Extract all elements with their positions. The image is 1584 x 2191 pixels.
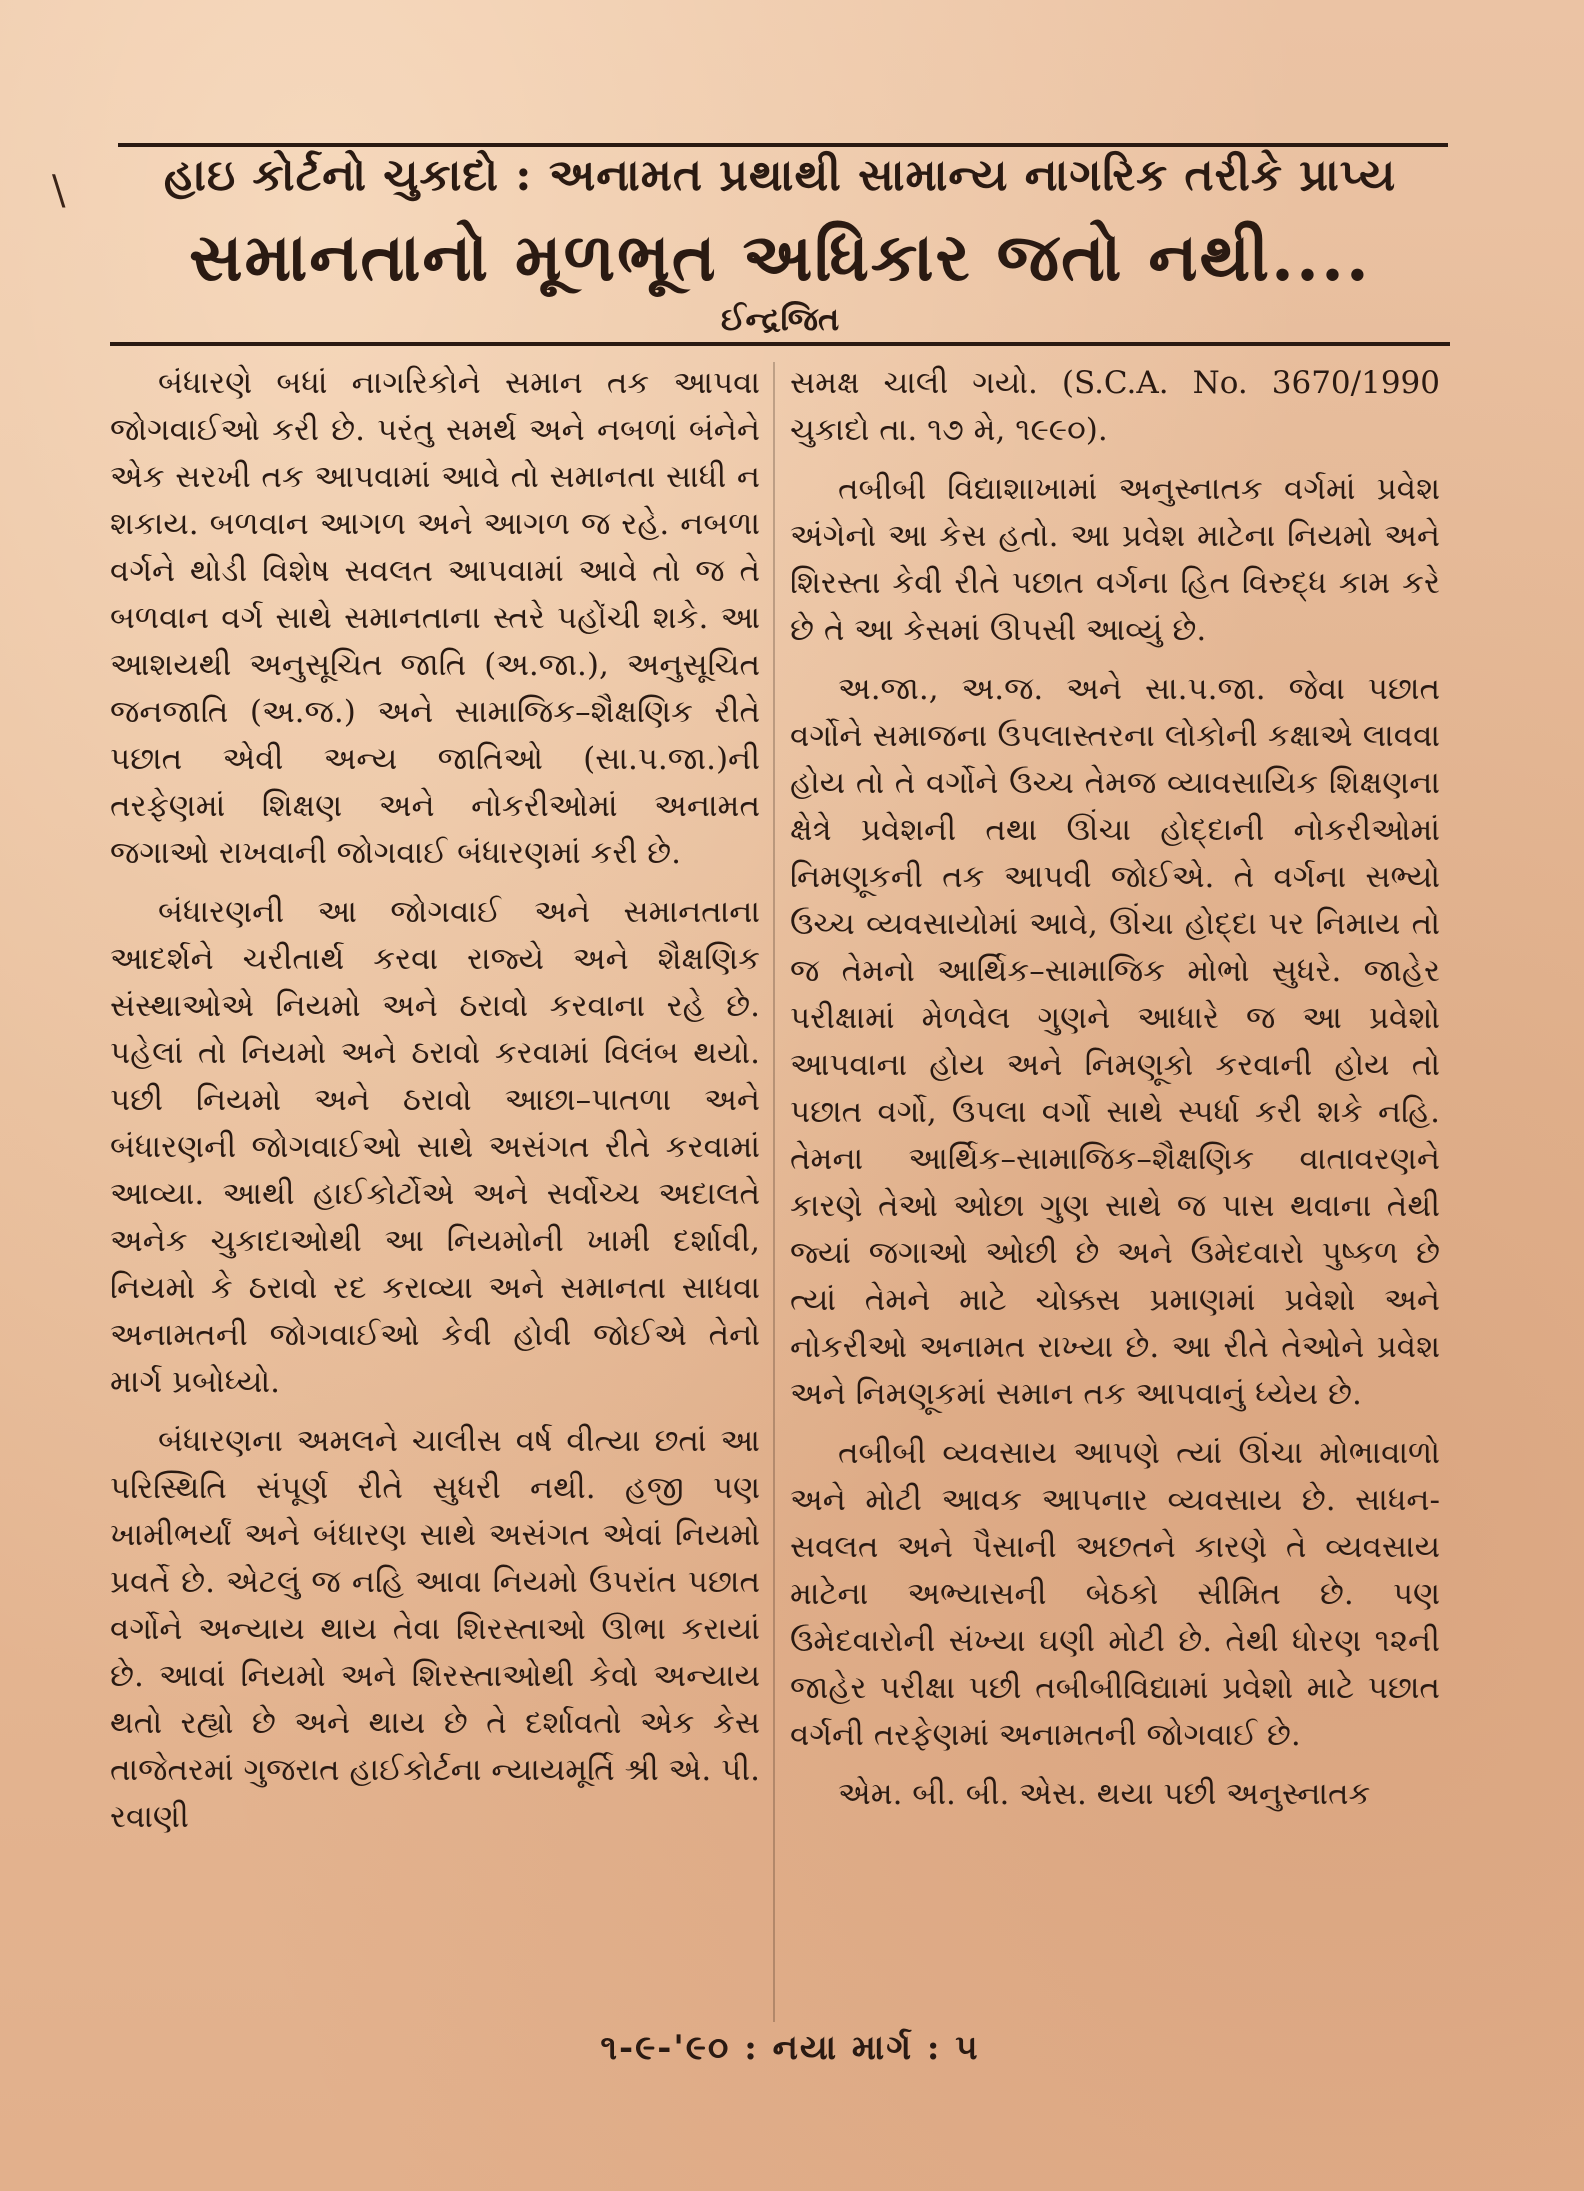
right-column bbox=[790, 360, 1440, 1830]
paragraph: અ.જા., અ.જ. અને સા.પ.જા. જેવા પછાત વર્ગોને સમાજના ઉપલાસ્તરના લોકોની કક્ષાએ લાવવા હોય તો તે વર્ગોને ઉચ્ચ તેમજ વ્યાવસાયિક શિક્ષણના ક્ષેત્રે પ્રવેશની તથા ઊંચા હોદ્દાની નોકરીઓમાં નિમણૂકની તક આપવી જોઈએ. તે વર્ગના સભ્યો ઉચ્ચ વ્યવસાયોમાં આવે, ઊંચા હોદ્દા પર નિમાય તો જ તેમનો આર્થિક–સામાજિક મોભો સુધરે. જાહેર પરીક્ષામાં મેળવેલ ગુણને આધારે જ આ પ્રવેશો આપવાના હોય અને નિમણૂકો કરવાની હોય તો પછાત વર્ગો, ઉપલા વર્ગો સાથે સ્પર્ધા કરી શકે નહિ. તેમના આર્થિક–સામાજિક–શૈક્ષણિક વાતાવરણને કારણે તેઓ ઓછા ગુણ સાથે જ પાસ થવાના તેથી જ્યાં જગાઓ ઓછી છે અને ઉમેદવારો પુષ્કળ છે ત્યાં તેમને માટે ચોક્કસ પ્રમાણમાં પ્રવેશો અને નોકરીઓ અનામત રાખ્યા છે. આ રીતે તેઓને પ્રવેશ અને નિમણૂકમાં સમાન તક આપવાનું ધ્યેય છે. bbox=[790, 671, 1440, 1412]
article-headline: સમાનતાનો મૂળભૂત અધિકાર જતો નથી.... bbox=[189, 218, 1371, 296]
page-footer: ૧-૯-'૯૦ : નયા માર્ગ : ૫ bbox=[600, 2028, 980, 2068]
margin-mark: \ bbox=[52, 168, 66, 214]
paragraph: બંધારણની આ જોગવાઈ અને સમાનતાના આદર્શને ચરીતાર્થ કરવા રાજ્યે અને શૈક્ષણિક સંસ્થાઓએ નિયમો અને ઠરાવો કરવાના રહે છે. પહેલાં તો નિયમો અને ઠરાવો કરવામાં વિલંબ થયો. પછી નિયમો અને ઠરાવો આછા–પાતળા અને બંધારણની જોગવાઈઓ સાથે અસંગત રીતે કરવામાં આવ્યા. આથી હાઈકોર્ટોએ અને સર્વોચ્ચ અદાલતે અનેક ચુકાદાઓથી આ નિયમોની ખામી દર્શાવી, નિયમો કે ઠરાવો રદ કરાવ્યા અને સમાનતા સાધવા અનામતની જોગવાઈઓ કેવી હોવી જોઈએ તેનો માર્ગ પ્રબોધ્યો. bbox=[110, 894, 760, 1400]
paragraph: તબીબી વ્યવસાય આપણે ત્યાં ઊંચા મોભાવાળો અને મોટી આવક આપનાર વ્યવસાય છે. સાધન-સવલત અને પૈસાની અછતને કારણે તે વ્યવસાય માટેના અભ્યાસની બેઠકો સીમિત છે. પણ ઉમેદવારોની સંખ્યા ઘણી મોટી છે. તેથી ધોરણ ૧૨ની જાહેર પરીક્ષા પછી તબીબીવિદ્યામાં પ્રવેશો માટે પછાત વર્ગની તરફેણમાં અનામતની જોગવાઈ છે. bbox=[790, 1435, 1440, 1753]
paragraph: બંધારણે બધાં નાગરિકોને સમાન તક આપવા જોગવાઈઓ કરી છે. પરંતુ સમર્થ અને નબળાં બંનેને એક સરખી તક આપવામાં આવે તો સમાનતા સાધી ન શકાય. બળવાન આગળ અને આગળ જ રહે. નબળા વર્ગને થોડી વિશેષ સવલત આપવામાં આવે તો જ તે બળવાન વર્ગ સાથે સમાનતાના સ્તરે પહોંચી શકે. આ આશયથી અનુસૂચિત જાતિ (અ.જા.), અનુસૂચિત જનજાતિ (અ.જ.) અને સામાજિક–શૈક્ષણિક રીતે પછાત એવી અન્ય જાતિઓ (સા.પ.જા.)ની તરફેણમાં શિક્ષણ અને નોકરીઓમાં અનામત જગાઓ રાખવાની જોગવાઈ બંધારણમાં કરી છે. bbox=[110, 365, 760, 871]
headline-bottom-rule bbox=[110, 342, 1450, 346]
column-divider bbox=[773, 362, 775, 2022]
article-byline: ઈન્દ્રજિત bbox=[720, 300, 840, 338]
paragraph: એમ. બી. બી. એસ. થયા પછી અનુસ્નાતક bbox=[838, 1776, 1371, 1812]
paragraph: બંધારણના અમલને ચાલીસ વર્ષ વીત્યા છતાં આ પરિસ્થિતિ સંપૂર્ણ રીતે સુધરી નથી. હજી પણ ખામીભર્યાં અને બંધારણ સાથે અસંગત એવાં નિયમો પ્રવર્તે છે. એટલું જ નહિ આવા નિયમો ઉપરાંત પછાત વર્ગોને અન્યાય થાય તેવા શિરસ્તાઓ ઊભા કરાયાં છે. આવાં નિયમો અને શિરસ્તાઓથી કેવો અન્યાય થતો રહ્યો છે અને થાય છે તે દર્શાવતો એક કેસ તાજેતરમાં ગુજરાત હાઈકોર્ટના ન્યાયમૂર્તિ શ્રી એ. પી. રવાણી bbox=[110, 1423, 760, 1835]
paragraph: સમક્ષ ચાલી ગયો. (S.C.A. No. 3670/1990 ચુકાદો તા. ૧૭ મે, ૧૯૯૦). bbox=[790, 365, 1440, 448]
top-rule bbox=[118, 143, 1448, 147]
article-kicker: હાઇ કોર્ટનો ચુકાદો : અનામત પ્રથાથી સામાન્ય નાગરિક તરીકે પ્રાપ્ય bbox=[163, 150, 1397, 201]
paragraph: તબીબી વિદ્યાશાખામાં અનુસ્નાતક વર્ગમાં પ્રવેશ અંગેનો આ કેસ હતો. આ પ્રવેશ માટેના નિયમો અને શિરસ્તા કેવી રીતે પછાત વર્ગના હિત વિરુદ્ધ કામ કરે છે તે આ કેસમાં ઊપસી આવ્યું છે. bbox=[790, 471, 1440, 648]
left-column bbox=[110, 360, 760, 1853]
